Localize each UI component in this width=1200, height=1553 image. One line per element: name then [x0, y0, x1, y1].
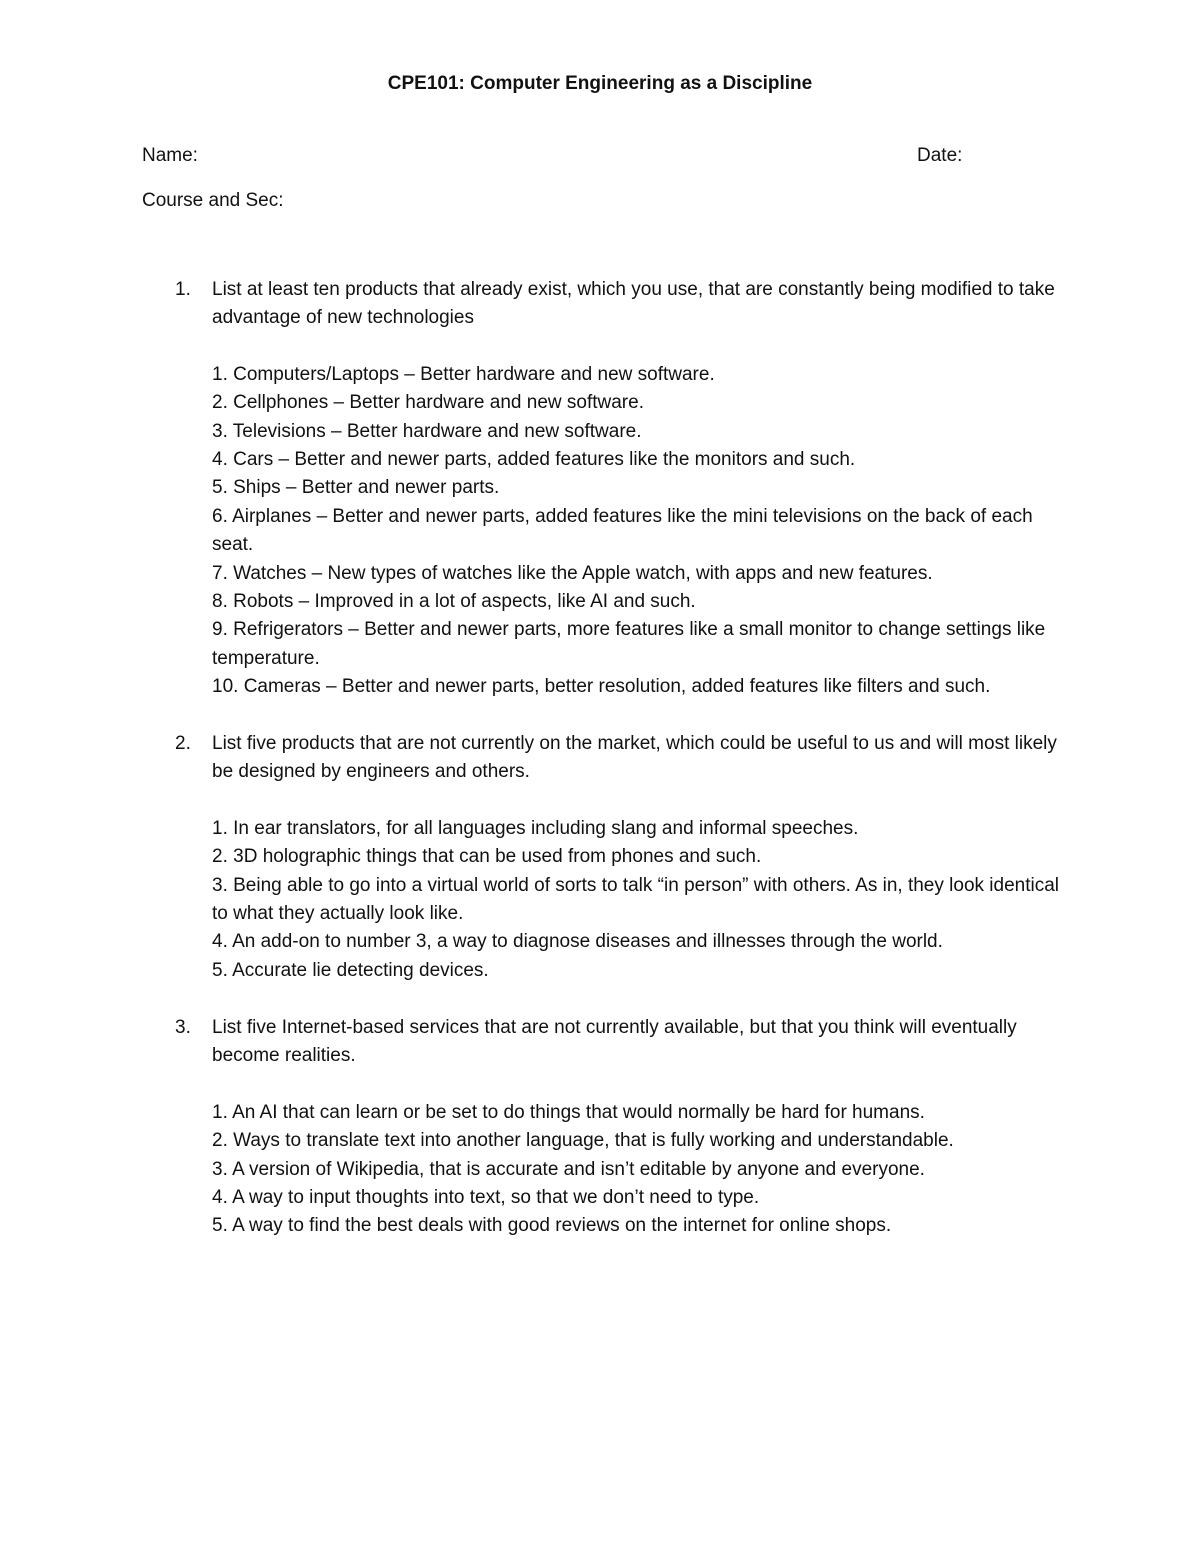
answer-item: 8. Robots – Improved in a lot of aspects, like AI and such. [212, 591, 696, 613]
question-1 [142, 276, 1062, 702]
answer-item: 3. Being able to go into a virtual world of sorts to talk “in person” with others. As in, they look identical to what they actually look like. [212, 874, 1059, 925]
answer-item: 6. Airplanes – Better and newer parts, added features like the mini televisions on the back of each seat. [212, 505, 1033, 556]
question-text: List at least ten products that already exist, which you use, that are constantly being modified to take advantage of new technologies [212, 279, 1055, 329]
date-label: Date: [917, 145, 963, 166]
answer-item: 2. Cellphones – Better hardware and new software. [212, 392, 644, 414]
answer-item: 2. Ways to translate text into another language, that is fully working and understandable. [212, 1130, 954, 1152]
answer-item: 3. Televisions – Better hardware and new software. [212, 420, 642, 442]
answer-list [142, 815, 1062, 985]
question-text: List five products that are not currently on the market, which could be useful to us and will most likely be designed by engineers and others. [212, 733, 1057, 783]
question-number: 1. [175, 279, 191, 300]
answer-item: 3. A version of Wikipedia, that is accurate and isn’t editable by anyone and everyone. [212, 1158, 925, 1180]
name-label: Name: [142, 145, 198, 166]
question-2 [142, 730, 1062, 985]
answer-item: 10. Cameras – Better and newer parts, better resolution, added features like filters and such. [212, 676, 991, 698]
question-3 [142, 1014, 1062, 1241]
answer-item: 4. A way to input thoughts into text, so that we don’t need to type. [212, 1187, 760, 1209]
answer-list [142, 1099, 1062, 1241]
answer-list [142, 361, 1062, 702]
question-text: List five Internet-based services that are not currently available, but that you think will eventually become realities. [212, 1017, 1017, 1067]
answer-item: 9. Refrigerators – Better and newer parts, more features like a small monitor to change settings like temperature. [212, 619, 1046, 669]
question-prompt [142, 1014, 1062, 1071]
question-prompt [142, 730, 1062, 787]
answer-item: 5. Ships – Better and newer parts. [212, 477, 500, 499]
answer-item: 1. An AI that can learn or be set to do things that would normally be hard for humans. [212, 1101, 925, 1123]
answer-item: 5. Accurate lie detecting devices. [212, 959, 489, 981]
document-title: CPE101: Computer Engineering as a Discipline [387, 73, 813, 94]
course-section-label: Course and Sec: [142, 190, 284, 211]
question-prompt [142, 276, 1062, 333]
answer-item: 5. A way to find the best deals with good reviews on the internet for online shops. [212, 1215, 892, 1237]
question-number: 2. [175, 733, 191, 754]
answer-item: 7. Watches – New types of watches like the Apple watch, with apps and new features. [212, 562, 933, 584]
answer-item: 4. Cars – Better and newer parts, added features like the monitors and such. [212, 449, 856, 471]
answer-item: 2. 3D holographic things that can be used from phones and such. [212, 846, 762, 868]
question-number: 3. [175, 1017, 191, 1038]
answer-item: 1. In ear translators, for all languages including slang and informal speeches. [212, 817, 859, 839]
answer-item: 1. Computers/Laptops – Better hardware and new software. [212, 363, 715, 385]
answer-item: 4. An add-on to number 3, a way to diagnose diseases and illnesses through the world. [212, 931, 943, 953]
